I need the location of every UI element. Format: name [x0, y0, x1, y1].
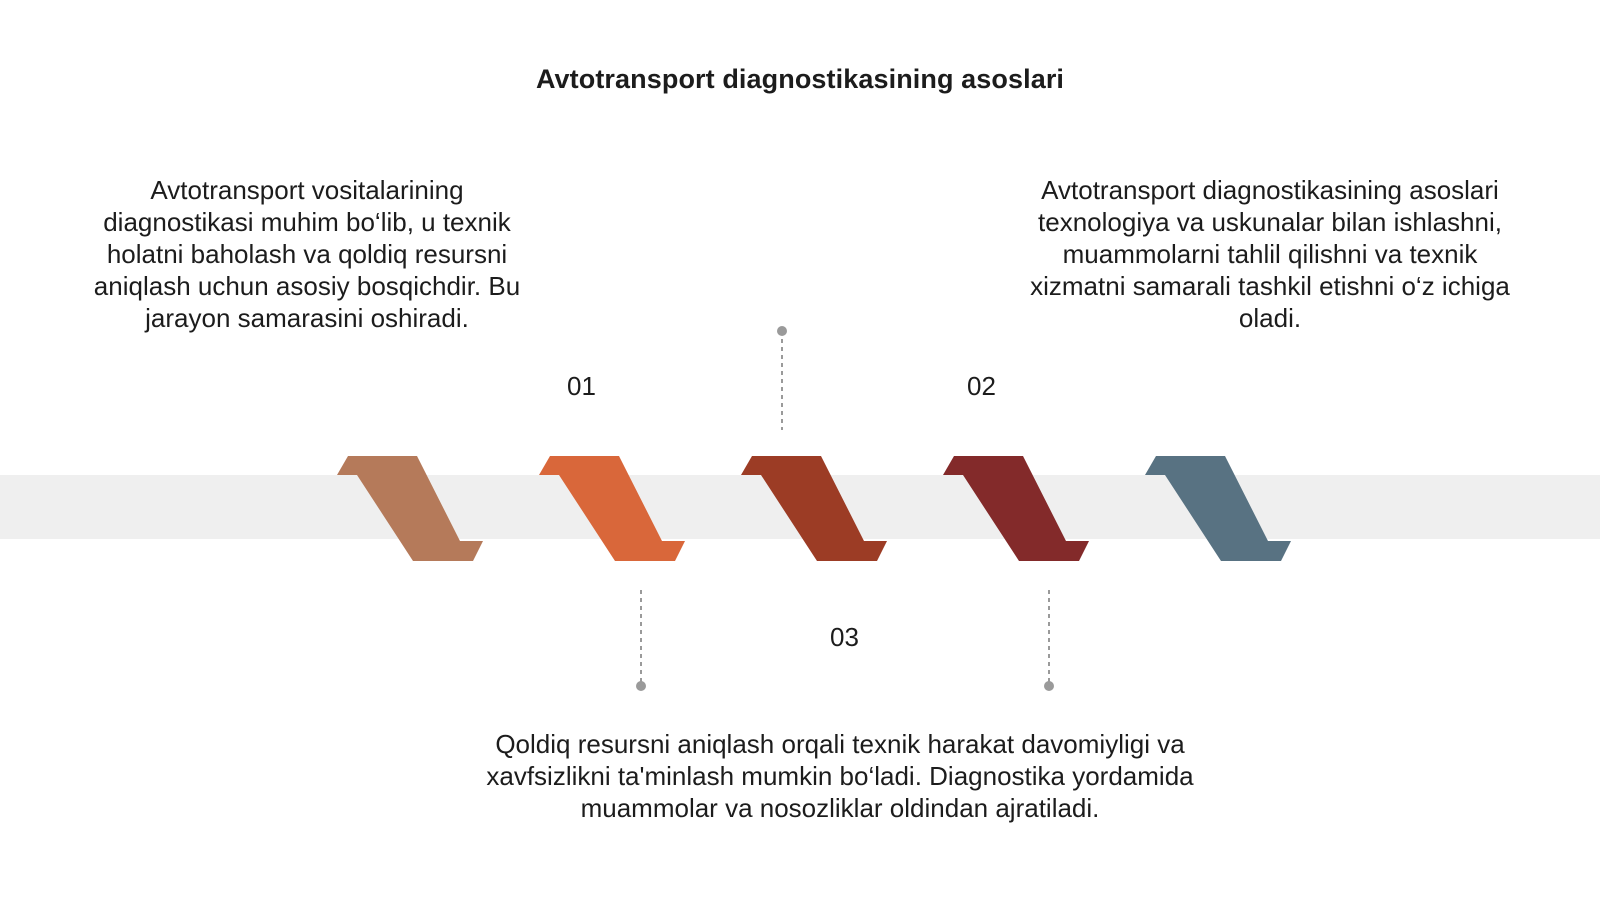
diagram-title: Avtotransport diagnostikasining asoslari	[535, 64, 1065, 94]
step-2-number: 02	[967, 371, 996, 401]
connector-bottom-right	[1044, 590, 1054, 691]
chevron-2	[539, 456, 685, 561]
chevron-3	[741, 456, 887, 561]
chevron-4	[943, 456, 1089, 561]
step-2-text: Avtotransport diagnostikasining asoslari texnologiya va uskunalar bilan ishlashni, muammolarni tahlil qilishni va texnik xizmatni samarali tashkil etishni o‘z ichiga oladi.	[1030, 175, 1510, 333]
connector-top	[777, 326, 787, 430]
connector-bottom-left	[636, 590, 646, 691]
step-1-number: 01	[567, 371, 596, 401]
step-3-text: Qoldiq resursni aniqlash orqali texnik harakat davomiyligi va xavfsizlikni ta'minlash mumkin bo‘ladi. Diagnostika yordamida muammolar va nosozliklar oldindan ajratiladi.	[486, 729, 1194, 823]
chevron-1	[337, 456, 483, 561]
step-3-number: 03	[830, 622, 859, 652]
step-1-text: Avtotransport vositalarining diagnostikasi muhim bo‘lib, u texnik holatni baholash va qoldiq resursni aniqlash uchun asosiy bosqichdir. Bu jarayon samarasini oshiradi.	[93, 175, 521, 333]
chevron-5	[1145, 456, 1291, 561]
